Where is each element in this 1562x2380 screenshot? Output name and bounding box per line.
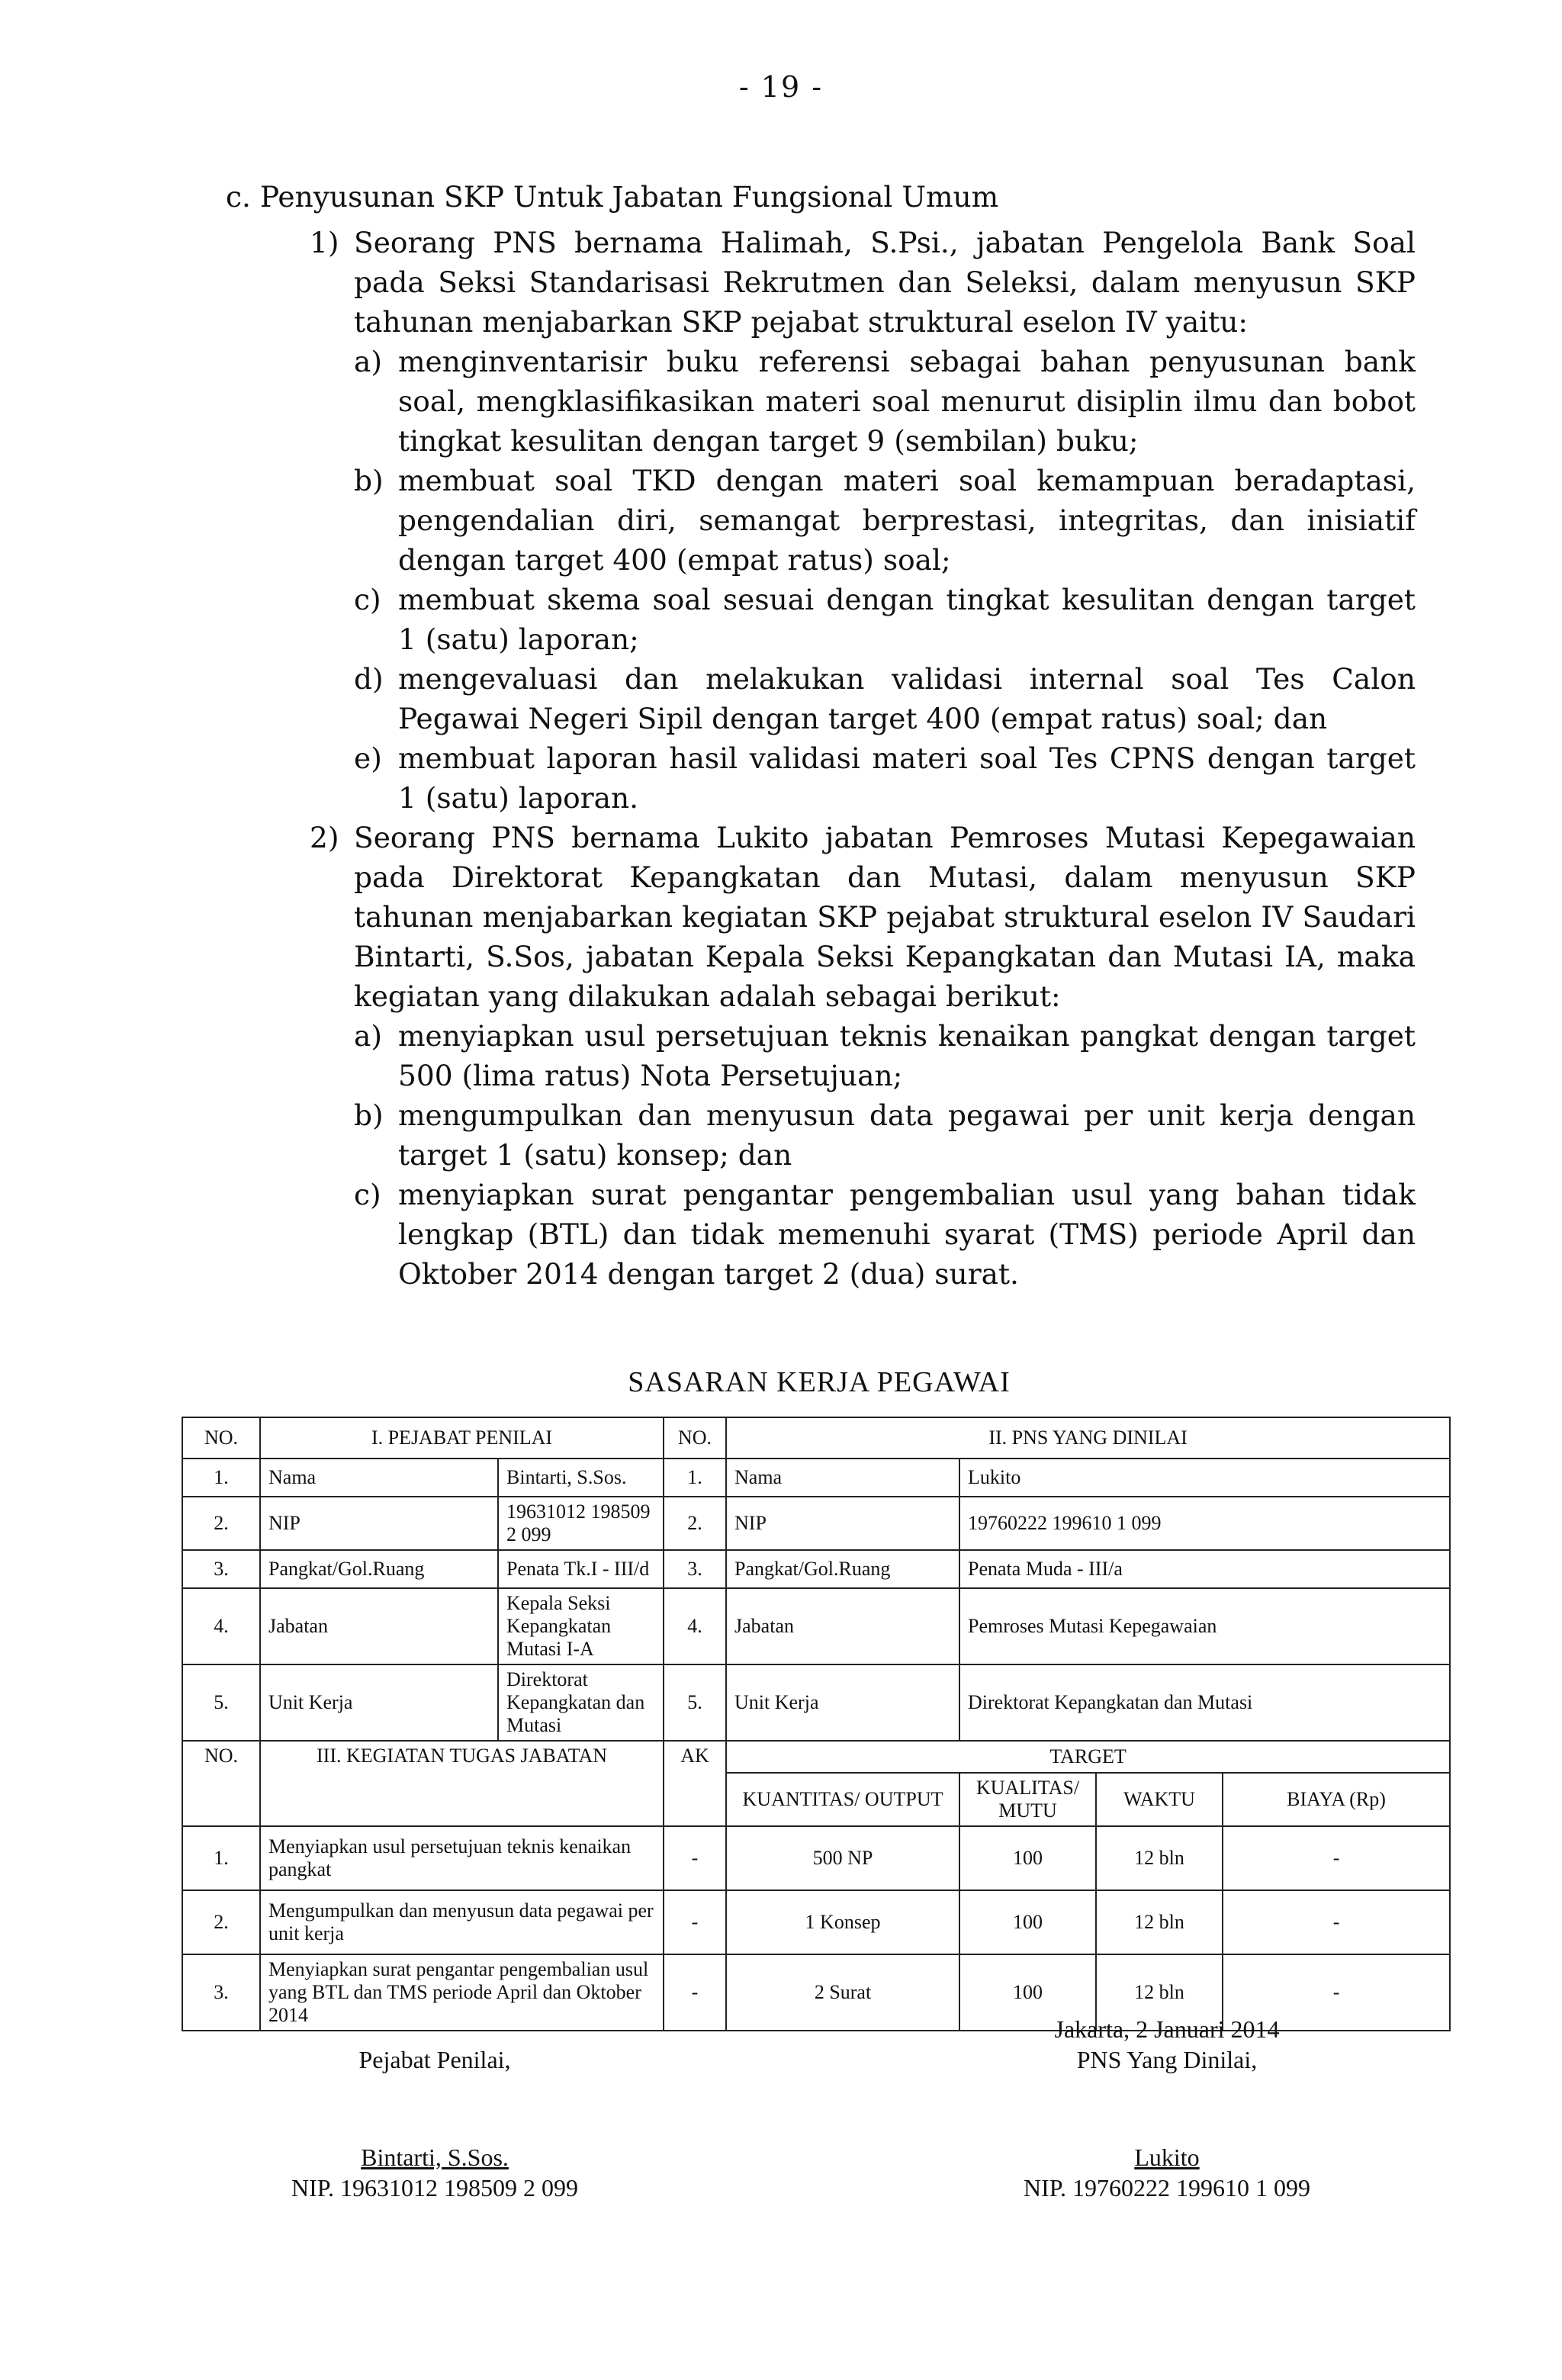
table-row	[182, 1459, 1450, 1497]
section-heading: c. Penyusunan SKP Untuk Jabatan Fungsional Umum	[226, 180, 999, 214]
output-header: KUANTITAS/ OUTPUT	[726, 1773, 959, 1826]
right-label: Unit Kerja	[726, 1664, 959, 1741]
left-value: Kepala Seksi Kepangkatan Mutasi I-A	[498, 1588, 664, 1664]
subitem-text: membuat laporan hasil validasi materi soal Tes CPNS dengan target 1 (satu) laporan.	[398, 741, 1416, 815]
right-label: Pangkat/Gol.Ruang	[726, 1550, 959, 1588]
activity-desc: Menyiapkan usul persetujuan teknis kenaikan pangkat	[260, 1826, 664, 1890]
right-value: Lukito	[959, 1459, 1450, 1497]
subitem-mark: e)	[354, 741, 382, 775]
output-value: 1 Konsep	[726, 1890, 959, 1954]
subitem	[354, 1175, 1416, 1294]
right-label: Jabatan	[726, 1588, 959, 1664]
subitem-text: membuat skema soal sesuai dengan tingkat kesulitan dengan target 1 (satu) laporan;	[398, 583, 1416, 656]
row-number: 4.	[182, 1588, 260, 1664]
subitem-text: menginventarisir buku referensi sebagai bahan penyusunan bank soal, mengklasifikasikan materi soal menurut disiplin ilmu dan bobot tingkat kesulitan dengan target 9 (sembilan) buku;	[398, 345, 1416, 458]
subitem	[354, 342, 1416, 461]
subitem-mark: a)	[354, 1019, 382, 1053]
activity-header-row	[182, 1741, 1450, 1773]
activity-header: III. KEGIATAN TUGAS JABATAN	[260, 1741, 664, 1826]
row-number: 1.	[182, 1459, 260, 1497]
right-section-header: II. PNS YANG DINILAI	[726, 1417, 1450, 1459]
ak-value: -	[664, 1954, 726, 2031]
left-label: Pangkat/Gol.Ruang	[260, 1550, 498, 1588]
evaluator-name: Bintarti, S.Sos.	[361, 2144, 509, 2171]
waktu-header: WAKTU	[1096, 1773, 1223, 1826]
ak-header: AK	[664, 1741, 726, 1826]
biaya-value: -	[1223, 1890, 1450, 1954]
place-date: Jakarta, 2 Januari 2014	[1054, 2015, 1280, 2043]
waktu-value: 12 bln	[1096, 1954, 1223, 2031]
row-number: 1.	[664, 1459, 726, 1497]
row-number: 2.	[664, 1497, 726, 1550]
no-header: NO.	[182, 1741, 260, 1826]
subitem-mark: c)	[354, 1178, 381, 1211]
right-value: 19760222 199610 1 099	[959, 1497, 1450, 1550]
subitem	[354, 1016, 1416, 1095]
right-value: Pemroses Mutasi Kepegawaian	[959, 1588, 1450, 1664]
waktu-value: 12 bln	[1096, 1890, 1223, 1954]
item-1	[310, 223, 1416, 342]
mutu-header: KUALITAS/ MUTU	[959, 1773, 1096, 1826]
left-value: Bintarti, S.Sos.	[498, 1459, 664, 1497]
item-text: Seorang PNS bernama Lukito jabatan Pemroses Mutasi Kepegawaian pada Direktorat Kepangkatan dan Mutasi, dalam menyusun SKP tahunan menjabarkan kegiatan SKP pejabat struktural eselon IV Saudari Bintarti, S.Sos, jabatan Kepala Seksi Kepangkatan dan Mutasi IA, maka kegiatan yang dilakukan adalah sebagai berikut:	[354, 821, 1416, 1013]
left-section-header: I. PEJABAT PENILAI	[260, 1417, 664, 1459]
left-value: Direktorat Kepangkatan dan Mutasi	[498, 1664, 664, 1741]
biaya-value: -	[1223, 1954, 1450, 2031]
left-label: Jabatan	[260, 1588, 498, 1664]
table-row	[182, 1890, 1450, 1954]
subitem-mark: b)	[354, 464, 384, 497]
target-header: TARGET	[726, 1741, 1450, 1773]
subitem-mark: d)	[354, 662, 384, 696]
output-value: 2 Surat	[726, 1954, 959, 2031]
item-text: Seorang PNS bernama Halimah, S.Psi., jabatan Pengelola Bank Soal pada Seksi Standarisasi Rekrutmen dan Seleksi, dalam menyusun SKP tahunan menjabarkan SKP pejabat struktural eselon IV yaitu:	[354, 226, 1416, 339]
row-number: 3.	[664, 1550, 726, 1588]
left-label: Nama	[260, 1459, 498, 1497]
evaluatee-name: Lukito	[1134, 2144, 1200, 2171]
left-label: Unit Kerja	[260, 1664, 498, 1741]
row-number: 5.	[664, 1664, 726, 1741]
item-number: 2)	[310, 821, 339, 854]
subitem	[354, 738, 1416, 818]
subitem-text: mengumpulkan dan menyusun data pegawai per unit kerja dengan target 1 (satu) konsep; dan	[398, 1098, 1416, 1172]
right-value: Penata Muda - III/a	[959, 1550, 1450, 1588]
biaya-value: -	[1223, 1826, 1450, 1890]
row-number: 2.	[182, 1890, 260, 1954]
table-row	[182, 1550, 1450, 1588]
left-value: Penata Tk.I - III/d	[498, 1550, 664, 1588]
evaluator-name-wrap	[252, 2142, 618, 2173]
table-row	[182, 1664, 1450, 1741]
list-item	[226, 223, 1416, 818]
row-number: 3.	[182, 1550, 260, 1588]
subitem-mark: a)	[354, 345, 382, 378]
row-number: 2.	[182, 1497, 260, 1550]
mutu-value: 100	[959, 1826, 1096, 1890]
subitem-mark: c)	[354, 583, 381, 616]
biaya-header: BIAYA (Rp)	[1223, 1773, 1450, 1826]
item-2	[310, 818, 1416, 1016]
left-label: NIP	[260, 1497, 498, 1550]
evaluator-role: Pejabat Penilai,	[358, 2046, 511, 2073]
ak-value: -	[664, 1826, 726, 1890]
subitem-text: membuat soal TKD dengan materi soal kemampuan beradaptasi, pengendalian diri, semangat berprestasi, integritas, dan inisiatif dengan target 400 (empat ratus) soal;	[398, 464, 1416, 577]
waktu-value: 12 bln	[1096, 1826, 1223, 1890]
subitem	[354, 1095, 1416, 1175]
table-row	[182, 1588, 1450, 1664]
table-row	[182, 1497, 1450, 1550]
row-number: 5.	[182, 1664, 260, 1741]
no-header: NO.	[664, 1417, 726, 1459]
right-value: Direktorat Kepangkatan dan Mutasi	[959, 1664, 1450, 1741]
output-value: 500 NP	[726, 1826, 959, 1890]
row-number: 3.	[182, 1954, 260, 2031]
skp-title: SASARAN KERJA PEGAWAI	[628, 1366, 1011, 1398]
table-header-row	[182, 1417, 1450, 1459]
subitem-text: mengevaluasi dan melakukan validasi internal soal Tes Calon Pegawai Negeri Sipil dengan target 400 (empat ratus) soal; dan	[398, 662, 1416, 735]
subitem	[354, 659, 1416, 738]
ak-value: -	[664, 1890, 726, 1954]
no-header: NO.	[182, 1417, 260, 1459]
evaluatee-nip: NIP. 19760222 199610 1 099	[1023, 2174, 1310, 2202]
skp-table	[182, 1417, 1451, 2031]
row-number: 1.	[182, 1826, 260, 1890]
subitem-text: menyiapkan surat pengantar pengembalian usul yang bahan tidak lengkap (BTL) dan tidak memenuhi syarat (TMS) periode April dan Oktober 2014 dengan target 2 (dua) surat.	[398, 1178, 1416, 1291]
body-text	[226, 177, 1416, 1294]
item-number: 1)	[310, 226, 339, 259]
mutu-value: 100	[959, 1954, 1096, 2031]
right-label: NIP	[726, 1497, 959, 1550]
right-label: Nama	[726, 1459, 959, 1497]
mutu-value: 100	[959, 1890, 1096, 1954]
row-number: 4.	[664, 1588, 726, 1664]
activity-desc: Mengumpulkan dan menyusun data pegawai per unit kerja	[260, 1890, 664, 1954]
left-value: 19631012 198509 2 099	[498, 1497, 664, 1550]
evaluatee-role: PNS Yang Dinilai,	[1076, 2046, 1258, 2073]
table-row	[182, 1826, 1450, 1890]
list-item	[226, 818, 1416, 1294]
subitem-text: menyiapkan usul persetujuan teknis kenaikan pangkat dengan target 500 (lima ratus) Nota Persetujuan;	[398, 1019, 1416, 1092]
page-number: - 19 -	[738, 70, 824, 104]
subitem	[354, 461, 1416, 580]
activity-desc: Menyiapkan surat pengantar pengembalian usul yang BTL dan TMS periode April dan Oktober 2014	[260, 1954, 664, 2031]
evaluatee-name-wrap	[953, 2142, 1380, 2173]
subitem-mark: b)	[354, 1098, 384, 1132]
subitem	[354, 580, 1416, 659]
evaluator-nip: NIP. 19631012 198509 2 099	[291, 2174, 578, 2202]
